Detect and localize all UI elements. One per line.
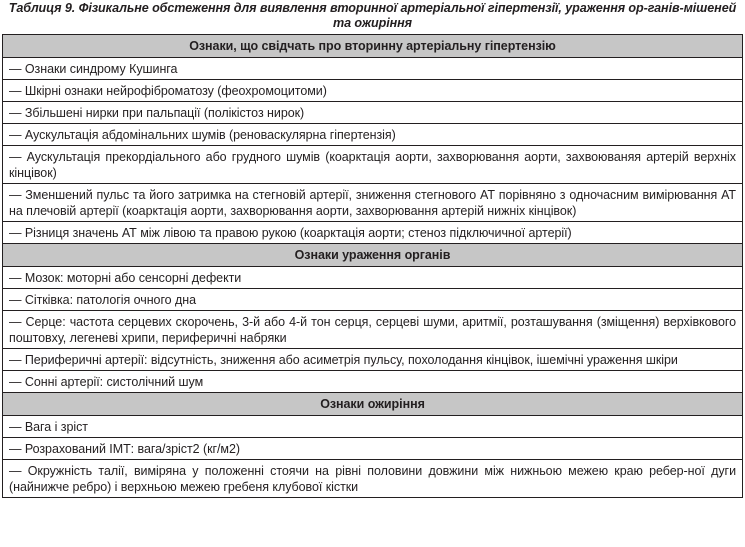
table-row xyxy=(3,184,743,222)
table-cell: — Сонні артерії: систолічний шум xyxy=(3,371,743,393)
table-cell: — Серце: частота серцевих скорочень, 3-й або 4-й тон серця, серцеві шуми, аритмії, розташування (зміщення) верхівкового поштовху, легеневі хрипи, периферичні набряки xyxy=(3,311,743,349)
table-row xyxy=(3,267,743,289)
table-row xyxy=(3,102,743,124)
table-row xyxy=(3,80,743,102)
table-cell: — Аускультація абдомінальних шумів (реноваскулярна гіпертензія) xyxy=(3,124,743,146)
section-heading: Ознаки ожиріння xyxy=(3,393,743,416)
table-cell: — Аускультація прекордіального або грудного шумів (коарктація аорти, захворювання аорти, захвоюваняя артерій верхніх кінцівок) xyxy=(3,146,743,184)
table-cell: — Вага і зріст xyxy=(3,416,743,438)
table-cell: — Ознаки синдрому Кушинга xyxy=(3,58,743,80)
table-row xyxy=(3,289,743,311)
table-cell: — Окружність талії, виміряна у положенні стоячи на рівні половини довжини між нижньою межею краю ребер-ної дуги (найнижче ребро) і верхньою межею гребеня клубової кістки xyxy=(3,460,743,498)
table-cell: — Периферичні артерії: відсутність, зниження або асиметрія пульсу, похолодання кінцівок, ішемічні ураження шкіри xyxy=(3,349,743,371)
table-row xyxy=(3,416,743,438)
table-row xyxy=(3,58,743,80)
table-cell: — Шкірні ознаки нейрофіброматозу (феохромоцитоми) xyxy=(3,80,743,102)
document-page xyxy=(0,1,745,547)
table-row xyxy=(3,124,743,146)
section-header-row xyxy=(3,393,743,416)
section-heading: Ознаки, що свідчать про вторинну артеріальну гіпертензію xyxy=(3,35,743,58)
table-row xyxy=(3,349,743,371)
table-cell: — Збільшені нирки при пальпації (полікістоз нирок) xyxy=(3,102,743,124)
section-heading: Ознаки ураження органів xyxy=(3,244,743,267)
table-row xyxy=(3,222,743,244)
table-caption: Таблиця 9. Фізикальне обстеження для виявлення вторинної артеріальної гіпертензії, ураження ор-ганів-мішеней та ожиріння xyxy=(8,1,737,30)
table-cell: — Різниця значень АТ між лівою та правою рукою (коарктація аорти; стеноз підключичної артерії) xyxy=(3,222,743,244)
table-cell: — Сітківка: патологія очного дна xyxy=(3,289,743,311)
table-cell: — Розрахований ІМТ: вага/зріст2 (кг/м2) xyxy=(3,438,743,460)
table-cell: — Мозок: моторні або сенсорні дефекти xyxy=(3,267,743,289)
table-row xyxy=(3,371,743,393)
section-header-row xyxy=(3,244,743,267)
table-row xyxy=(3,311,743,349)
table-row xyxy=(3,146,743,184)
examination-table xyxy=(2,34,743,498)
table-row xyxy=(3,460,743,498)
table-row xyxy=(3,438,743,460)
table-cell: — Зменшений пульс та його затримка на стегновій артерії, зниження стегнового АТ порівняно з одночасним вимірювання АТ на плечовій артерії (коарктація аорти, захворювання аорти, захворювання артерій нижніх кінцівок) xyxy=(3,184,743,222)
section-header-row xyxy=(3,35,743,58)
